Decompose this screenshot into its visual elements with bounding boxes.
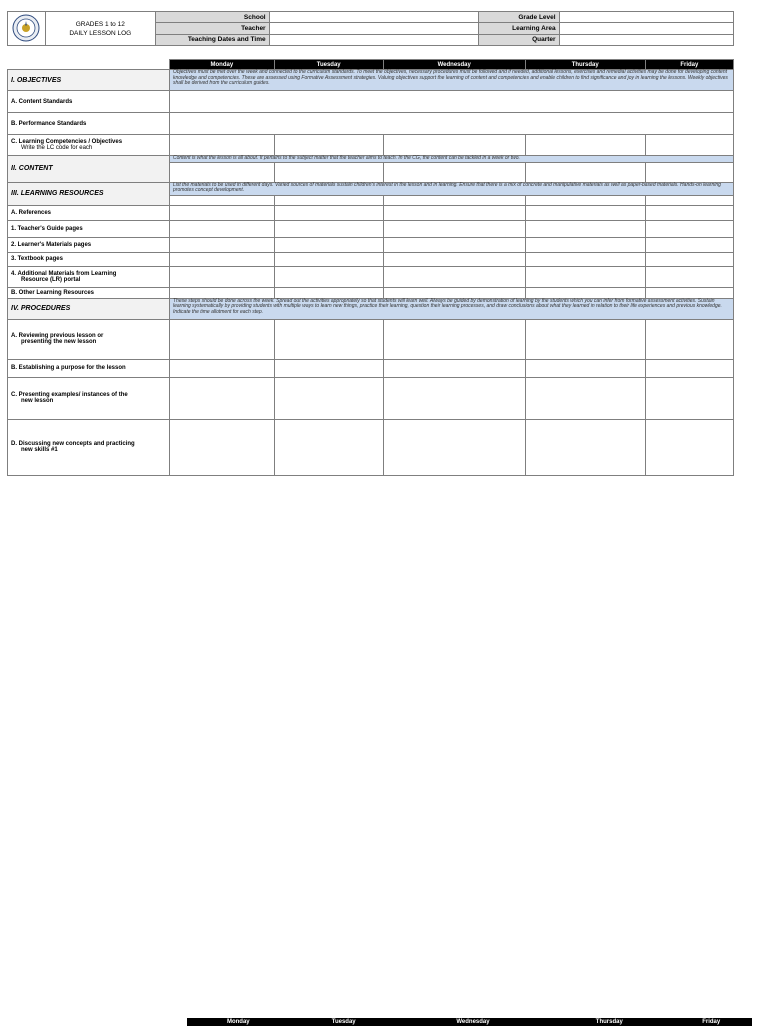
discussing-concepts-label <box>8 419 170 475</box>
resources-thursday-cell[interactable] <box>525 195 645 205</box>
presenting-examples-row <box>8 377 734 419</box>
grade-level-label: Grade Level <box>479 12 559 23</box>
content-monday-cell[interactable] <box>170 162 275 182</box>
pd-friday-cell[interactable] <box>645 419 733 475</box>
pa-monday-cell[interactable] <box>170 319 275 359</box>
reviewing-lesson-label <box>8 319 170 359</box>
procedures-heading: IV. PROCEDURES <box>8 298 170 319</box>
school-label: School <box>156 12 270 23</box>
learning-competencies-subtext: Write the LC code for each <box>21 145 93 151</box>
deped-seal-logo <box>8 12 46 46</box>
pb-monday-cell[interactable] <box>170 359 275 377</box>
next-day-tuesday: Tuesday <box>331 1019 356 1025</box>
content-heading: II. CONTENT <box>8 156 170 183</box>
tg-tuesday-cell[interactable] <box>274 220 383 237</box>
procedures-note: These steps should be done across the week. Spread out the activities appropriately so that students will learn well. Always be guided by demonstration of learning by the students which you can infer from formative assessment activities. Sustain learning systematically by providing students with multiple ways to learn new things, practice their learning, question their learning processes, and draw conclusions about what they learned in relation to their life experiences and previous knowledge. Indicate the time allotment for each step. <box>170 298 734 319</box>
resources-wednesday-cell[interactable] <box>383 195 525 205</box>
references-friday-cell[interactable] <box>645 205 733 220</box>
tb-friday-cell[interactable] <box>645 252 733 266</box>
tb-thursday-cell[interactable] <box>525 252 645 266</box>
content-note: Content is what the lesson is all about. It pertains to the subject matter that the teacher aims to teach. In the CG, the content can be tackled in a week or two. <box>170 156 734 163</box>
teacher-field[interactable] <box>269 23 479 34</box>
procedures-section-row <box>8 298 734 319</box>
title-line-2: DAILY LESSON LOG <box>69 29 132 37</box>
pd-monday-cell[interactable] <box>170 419 275 475</box>
reviewing-lesson-row <box>8 319 734 359</box>
tb-tuesday-cell[interactable] <box>274 252 383 266</box>
teachers-guide-label: 1. Teacher's Guide pages <box>8 220 170 237</box>
am-tuesday-cell[interactable] <box>274 266 383 287</box>
pb-thursday-cell[interactable] <box>525 359 645 377</box>
content-tuesday-cell[interactable] <box>274 162 383 182</box>
am-friday-cell[interactable] <box>645 266 733 287</box>
lesson-log-table <box>7 59 734 476</box>
lc-tuesday-cell[interactable] <box>274 135 383 156</box>
objectives-heading: I. OBJECTIVES <box>8 70 170 91</box>
lm-tuesday-cell[interactable] <box>274 237 383 252</box>
resources-friday-cell[interactable] <box>645 195 733 205</box>
pb-friday-cell[interactable] <box>645 359 733 377</box>
day-header-row <box>8 60 734 70</box>
pd-thursday-cell[interactable] <box>525 419 645 475</box>
learners-materials-label: 2. Learner's Materials pages <box>8 237 170 252</box>
lc-thursday-cell[interactable] <box>525 135 645 156</box>
content-thursday-cell[interactable] <box>525 162 645 182</box>
additional-materials-row <box>8 266 734 287</box>
learning-area-field[interactable] <box>559 23 733 34</box>
presenting-examples-text: C. Presenting examples/ instances of the <box>11 392 128 399</box>
or-thursday-cell[interactable] <box>525 287 645 298</box>
lc-friday-cell[interactable] <box>645 135 733 156</box>
resources-heading: III. LEARNING RESOURCES <box>8 182 170 205</box>
performance-standards-label: B. Performance Standards <box>8 113 170 135</box>
pd-tuesday-cell[interactable] <box>274 419 383 475</box>
pb-wednesday-cell[interactable] <box>383 359 525 377</box>
lm-monday-cell[interactable] <box>170 237 275 252</box>
tg-thursday-cell[interactable] <box>525 220 645 237</box>
references-thursday-cell[interactable] <box>525 205 645 220</box>
performance-standards-row <box>8 113 734 135</box>
pc-tuesday-cell[interactable] <box>274 377 383 419</box>
next-day-thursday: Thursday <box>595 1019 623 1025</box>
document-title <box>45 12 156 46</box>
additional-materials-label <box>8 266 170 287</box>
references-row <box>8 205 734 220</box>
day-tuesday: Tuesday <box>274 60 383 70</box>
references-label: A. References <box>8 205 170 220</box>
pc-friday-cell[interactable] <box>645 377 733 419</box>
next-day-friday: Friday <box>702 1019 721 1025</box>
establishing-purpose-label: B. Establishing a purpose for the lesson <box>8 359 170 377</box>
textbook-pages-label: 3. Textbook pages <box>8 252 170 266</box>
tg-friday-cell[interactable] <box>645 220 733 237</box>
establishing-purpose-row <box>8 359 734 377</box>
pc-thursday-cell[interactable] <box>525 377 645 419</box>
other-resources-label: B. Other Learning Resources <box>8 287 170 298</box>
objectives-section-row <box>8 70 734 91</box>
content-standards-row <box>8 91 734 113</box>
learners-materials-row <box>8 237 734 252</box>
resources-monday-cell[interactable] <box>170 195 275 205</box>
content-wednesday-cell[interactable] <box>383 162 525 182</box>
tg-wednesday-cell[interactable] <box>383 220 525 237</box>
title-line-1: GRADES 1 to 12 <box>75 20 125 28</box>
pd-wednesday-cell[interactable] <box>383 419 525 475</box>
teaching-dates-label: Teaching Dates and Time <box>156 34 270 45</box>
learning-competencies-text: C. Learning Competencies / Objectives <box>11 139 123 145</box>
presenting-examples-subtext: new lesson <box>21 398 54 405</box>
content-note-row <box>8 156 734 163</box>
header-table <box>7 11 734 46</box>
discussing-concepts-row <box>8 419 734 475</box>
lm-wednesday-cell[interactable] <box>383 237 525 252</box>
additional-materials-text: 4. Additional Materials from Learning <box>11 270 117 277</box>
or-friday-cell[interactable] <box>645 287 733 298</box>
reviewing-lesson-text: A. Reviewing previous lesson or <box>11 333 104 340</box>
day-wednesday: Wednesday <box>383 60 525 70</box>
teachers-guide-row <box>8 220 734 237</box>
quarter-field[interactable] <box>559 34 733 45</box>
other-resources-row <box>8 287 734 298</box>
day-header-blank <box>8 60 170 70</box>
teacher-label: Teacher <box>156 23 270 34</box>
references-monday-cell[interactable] <box>170 205 275 220</box>
references-tuesday-cell[interactable] <box>274 205 383 220</box>
lm-thursday-cell[interactable] <box>525 237 645 252</box>
resources-note: List the materials to be used in different days. Varied sources of materials sustain children's interest in the lesson and in learning. Ensure that there is a mix of concrete and manipulative materials as well as paper-based materials. Hands-on learning promotes concept development. <box>170 182 734 195</box>
am-thursday-cell[interactable] <box>525 266 645 287</box>
performance-standards-cell[interactable] <box>170 113 734 135</box>
pc-monday-cell[interactable] <box>170 377 275 419</box>
content-standards-label: A. Content Standards <box>8 91 170 113</box>
day-monday: Monday <box>170 60 275 70</box>
pa-friday-cell[interactable] <box>645 319 733 359</box>
next-day-monday: Monday <box>226 1019 250 1025</box>
teaching-dates-field[interactable] <box>269 34 479 45</box>
seal-icon <box>12 14 40 42</box>
tg-monday-cell[interactable] <box>170 220 275 237</box>
content-friday-cell[interactable] <box>645 162 733 182</box>
reviewing-lesson-subtext: presenting the new lesson <box>21 339 97 346</box>
content-standards-cell[interactable] <box>170 91 734 113</box>
quarter-label: Quarter <box>479 34 559 45</box>
pb-tuesday-cell[interactable] <box>274 359 383 377</box>
pa-tuesday-cell[interactable] <box>274 319 383 359</box>
discussing-concepts-text: D. Discussing new concepts and practicing <box>11 441 135 448</box>
pc-wednesday-cell[interactable] <box>383 377 525 419</box>
tb-wednesday-cell[interactable] <box>383 252 525 266</box>
or-tuesday-cell[interactable] <box>274 287 383 298</box>
am-wednesday-cell[interactable] <box>383 266 525 287</box>
tb-monday-cell[interactable] <box>170 252 275 266</box>
pa-thursday-cell[interactable] <box>525 319 645 359</box>
learning-area-label: Learning Area <box>479 23 559 34</box>
discussing-concepts-subtext: new skills #1 <box>21 447 58 454</box>
learning-competencies-label <box>8 135 170 156</box>
pa-wednesday-cell[interactable] <box>383 319 525 359</box>
lc-monday-cell[interactable] <box>170 135 275 156</box>
next-day-wednesday: Wednesday <box>456 1019 490 1025</box>
or-wednesday-cell[interactable] <box>383 287 525 298</box>
presenting-examples-label <box>8 377 170 419</box>
next-page-day-header <box>187 1018 752 1026</box>
grade-level-field[interactable] <box>559 12 733 23</box>
am-monday-cell[interactable] <box>170 266 275 287</box>
textbook-pages-row <box>8 252 734 266</box>
or-monday-cell[interactable] <box>170 287 275 298</box>
school-field[interactable] <box>269 12 479 23</box>
day-friday: Friday <box>645 60 733 70</box>
lc-wednesday-cell[interactable] <box>383 135 525 156</box>
objectives-note: Objectives must be met over the week and connected to the curriculum standards. To meet the objectives, necessary procedures must be followed and if needed, additional lessons, exercises and remedial activities may be done for developing content knowledge and competencies. These are assessed using Formative Assessment strategies. Valuing objectives support the learning of content and competencies and enable children to find significance and joy in learning the lessons. Weekly objectives shall be derived from the curriculum guides. <box>170 70 734 91</box>
day-thursday: Thursday <box>525 60 645 70</box>
additional-materials-subtext: Resource (LR) portal <box>21 276 81 283</box>
resources-note-row <box>8 182 734 195</box>
lm-friday-cell[interactable] <box>645 237 733 252</box>
learning-competencies-row <box>8 135 734 156</box>
references-wednesday-cell[interactable] <box>383 205 525 220</box>
resources-tuesday-cell[interactable] <box>274 195 383 205</box>
